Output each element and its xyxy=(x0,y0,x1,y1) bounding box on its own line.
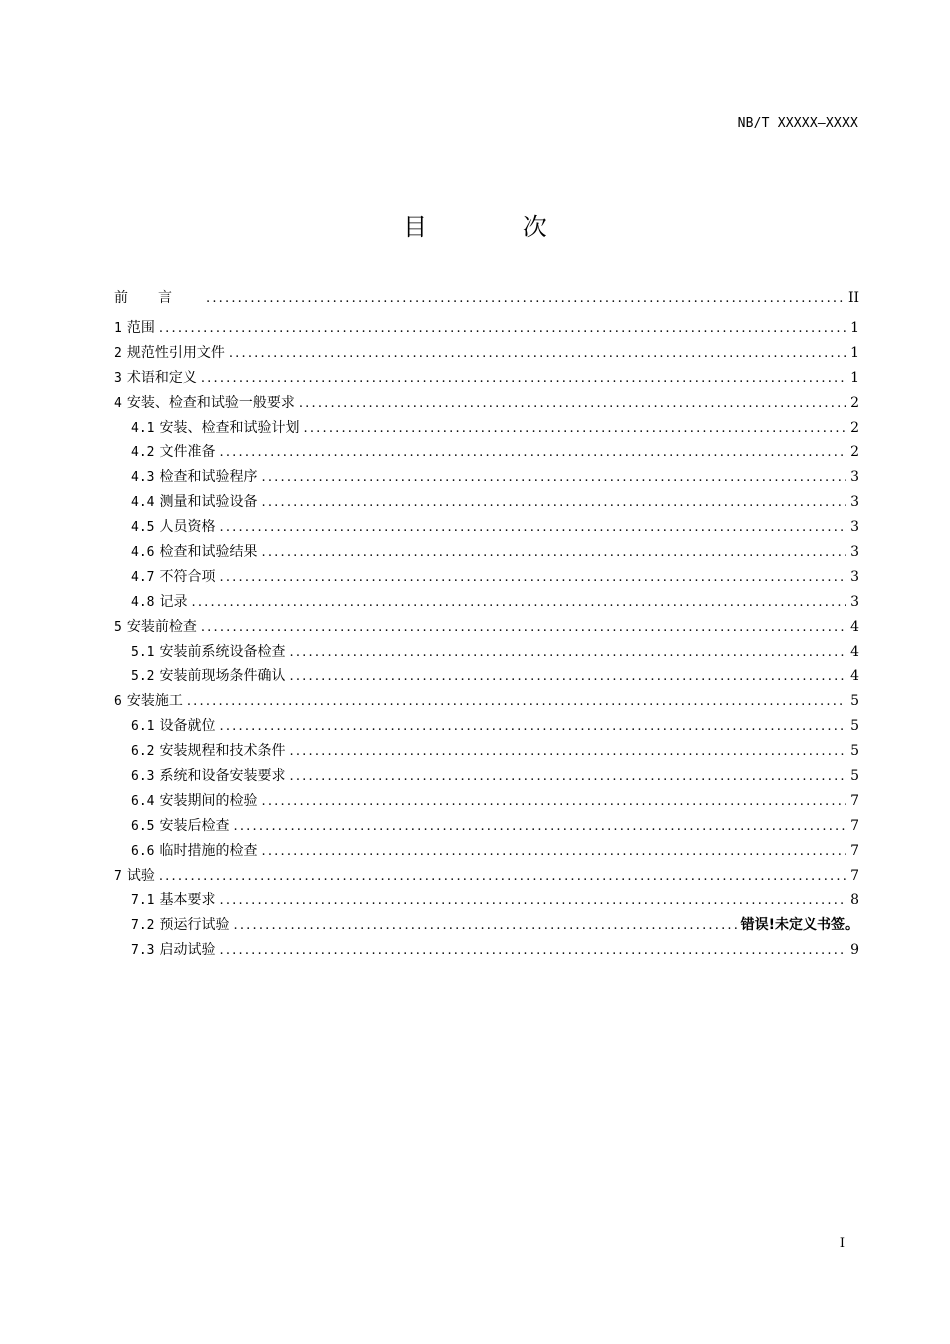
toc-entry-number: 7.2 xyxy=(131,918,155,934)
toc-entry[interactable] xyxy=(114,491,859,516)
toc-leader-dots xyxy=(289,769,846,784)
toc-entry-text: 记录 xyxy=(159,593,188,610)
toc-entry-page: 7 xyxy=(850,817,859,834)
toc-entry-text: 安装后检查 xyxy=(159,817,230,834)
toc-entry-text: 范围 xyxy=(126,320,155,336)
toc-entry-number: 5 xyxy=(114,619,122,635)
toc-entry-number: 4.4 xyxy=(131,495,155,511)
toc-entry-text: 启动试验 xyxy=(159,942,216,959)
toc-entry-page: 2 xyxy=(850,394,859,411)
toc-entry-number: 6.4 xyxy=(131,793,155,809)
toc-entry-page: 7 xyxy=(850,842,859,859)
toc-entry-page: 错误!未定义书签。 xyxy=(740,917,859,934)
toc-entry-number: 2 xyxy=(114,345,122,361)
toc-entry-number: 5.1 xyxy=(131,644,155,660)
toc-entry-text: 安装、检查和试验一般要求 xyxy=(126,394,295,411)
toc-entry-page: 5 xyxy=(850,743,859,760)
toc-entry-page: 3 xyxy=(850,593,859,610)
toc-entry[interactable] xyxy=(114,914,859,939)
toc-leader-dots xyxy=(233,918,736,933)
toc-entry[interactable] xyxy=(114,417,859,442)
toc-entry-number: 4.3 xyxy=(131,470,155,486)
toc-entry-text: 检查和试验程序 xyxy=(159,469,258,486)
toc-entry[interactable] xyxy=(114,566,859,591)
toc-entry-page: 2 xyxy=(850,419,859,436)
toc-entry[interactable] xyxy=(114,715,859,740)
page-number: I xyxy=(839,1236,845,1251)
toc-entry[interactable] xyxy=(114,541,859,566)
toc-entry-page: 8 xyxy=(850,892,859,909)
toc-entry-number: 7.3 xyxy=(131,943,155,959)
toc-leader-dots xyxy=(219,570,846,585)
toc-entry-number: 5.2 xyxy=(131,669,155,685)
toc-entry-number: 4.8 xyxy=(131,594,155,610)
toc-entry[interactable] xyxy=(114,317,859,342)
toc-leader-dots xyxy=(289,645,846,660)
toc-entry-number: 3 xyxy=(114,370,122,386)
toc-entry-number: 4.5 xyxy=(131,520,155,536)
toc-entry-number: 6.2 xyxy=(131,744,155,760)
toc-entry-text: 规范性引用文件 xyxy=(126,344,225,361)
toc-entry-text: 安装期间的检验 xyxy=(159,792,258,809)
toc-entry-page: 5 xyxy=(850,693,859,710)
toc-entry-page: 1 xyxy=(850,369,859,386)
toc-leader-dots xyxy=(261,495,846,510)
toc-entry[interactable] xyxy=(114,342,859,367)
toc-entry-text: 预运行试验 xyxy=(159,917,230,934)
toc-entry-text: 术语和定义 xyxy=(126,369,197,386)
toc-leader-dots xyxy=(229,346,846,361)
toc-entry[interactable] xyxy=(114,790,859,815)
toc-entry-number: 7 xyxy=(114,868,122,884)
toc-leader-dots xyxy=(219,893,846,908)
toc-entry[interactable] xyxy=(114,591,859,616)
toc-entry[interactable] xyxy=(114,641,859,666)
toc-entry-number: 4.7 xyxy=(131,569,155,585)
toc-leader-dots xyxy=(261,545,846,560)
toc-entries xyxy=(114,317,859,964)
toc-leader-dots xyxy=(233,819,846,834)
toc-leader-dots xyxy=(159,321,846,336)
toc-leader-dots xyxy=(261,794,846,809)
toc-entry-page: 3 xyxy=(850,519,859,536)
toc-entry[interactable] xyxy=(114,466,859,491)
toc-entry-text: 检查和试验结果 xyxy=(159,544,258,561)
toc-entry[interactable] xyxy=(114,616,859,641)
standard-code: NB/T XXXXX—XXXX xyxy=(737,116,858,131)
toc-entry-page: 7 xyxy=(850,867,859,884)
table-of-contents xyxy=(114,287,859,964)
toc-entry-text: 临时措施的检查 xyxy=(159,842,258,859)
toc-entry[interactable] xyxy=(114,840,859,865)
toc-entry-preface[interactable] xyxy=(114,287,859,317)
toc-entry[interactable] xyxy=(114,865,859,890)
toc-entry-text: 设备就位 xyxy=(159,718,216,735)
toc-entry-page: 3 xyxy=(850,544,859,561)
toc-entry-page: 3 xyxy=(850,568,859,585)
toc-entry[interactable] xyxy=(114,665,859,690)
toc-entry-text: 前言 xyxy=(114,290,202,306)
toc-entry-text: 安装前现场条件确认 xyxy=(159,668,286,685)
toc-entry-number: 6.6 xyxy=(131,843,155,859)
toc-entry[interactable] xyxy=(114,367,859,392)
toc-entry-number: 1 xyxy=(114,321,122,336)
toc-entry-number: 6.5 xyxy=(131,818,155,834)
toc-entry[interactable] xyxy=(114,889,859,914)
toc-entry-page: 4 xyxy=(850,668,859,685)
toc-leader-dots xyxy=(201,371,846,386)
toc-leader-dots xyxy=(261,844,846,859)
toc-entry-text: 不符合项 xyxy=(159,568,216,585)
toc-entry-text: 安装前系统设备检查 xyxy=(159,643,286,660)
toc-leader-dots xyxy=(159,869,846,884)
toc-entry-number: 6.1 xyxy=(131,719,155,735)
toc-entry-text: 安装前检查 xyxy=(126,618,197,635)
toc-entry-text: 安装规程和技术条件 xyxy=(159,743,286,760)
toc-leader-dots xyxy=(261,470,846,485)
toc-entry-text: 人员资格 xyxy=(159,519,216,536)
toc-entry-page: 3 xyxy=(850,469,859,486)
toc-entry[interactable] xyxy=(114,441,859,466)
toc-entry[interactable] xyxy=(114,939,859,964)
toc-entry-number: 4.1 xyxy=(131,420,155,436)
toc-entry-page: 7 xyxy=(850,792,859,809)
toc-entry-text: 基本要求 xyxy=(159,892,216,909)
toc-entry-number: 6.3 xyxy=(131,769,155,785)
toc-entry-text: 文件准备 xyxy=(159,444,216,461)
toc-entry-page: II xyxy=(847,290,859,306)
toc-entry-page: 1 xyxy=(850,344,859,361)
toc-entry-page: 5 xyxy=(850,768,859,785)
toc-entry-text: 测量和试验设备 xyxy=(159,494,258,511)
toc-leader-dots xyxy=(219,943,846,958)
toc-entry-text: 安装、检查和试验计划 xyxy=(159,419,300,436)
toc-leader-dots xyxy=(201,620,846,635)
toc-leader-dots xyxy=(187,694,846,709)
toc-entry-page: 9 xyxy=(850,942,859,959)
toc-entry-page: 2 xyxy=(850,444,859,461)
toc-leader-dots xyxy=(191,595,846,610)
toc-leader-dots xyxy=(289,669,846,684)
toc-entry-page: 4 xyxy=(850,643,859,660)
toc-entry-number: 6 xyxy=(114,694,122,710)
toc-entry-number: 7.1 xyxy=(131,893,155,909)
toc-leader-dots xyxy=(303,421,846,436)
toc-leader-dots xyxy=(219,445,846,460)
toc-leader-dots xyxy=(219,719,846,734)
toc-leader-dots xyxy=(299,396,846,411)
toc-entry[interactable] xyxy=(114,765,859,790)
toc-entry-number: 4.2 xyxy=(131,445,155,461)
toc-entry-page: 1 xyxy=(850,320,859,336)
toc-leader-dots xyxy=(206,291,844,306)
toc-entry[interactable] xyxy=(114,392,859,417)
toc-entry[interactable] xyxy=(114,740,859,765)
toc-leader-dots xyxy=(219,520,846,535)
toc-entry-text: 安装施工 xyxy=(126,693,183,710)
toc-entry-page: 5 xyxy=(850,718,859,735)
toc-entry-text: 系统和设备安装要求 xyxy=(159,768,286,785)
toc-entry[interactable] xyxy=(114,815,859,840)
toc-entry[interactable] xyxy=(114,690,859,715)
toc-entry-number: 4 xyxy=(114,395,122,411)
toc-entry-number: 4.6 xyxy=(131,545,155,561)
toc-entry-text: 试验 xyxy=(126,867,155,884)
toc-entry-page: 4 xyxy=(850,618,859,635)
toc-entry[interactable] xyxy=(114,516,859,541)
toc-entry-page: 3 xyxy=(850,494,859,511)
page-title: 目 次 xyxy=(403,213,591,241)
toc-leader-dots xyxy=(289,744,846,759)
